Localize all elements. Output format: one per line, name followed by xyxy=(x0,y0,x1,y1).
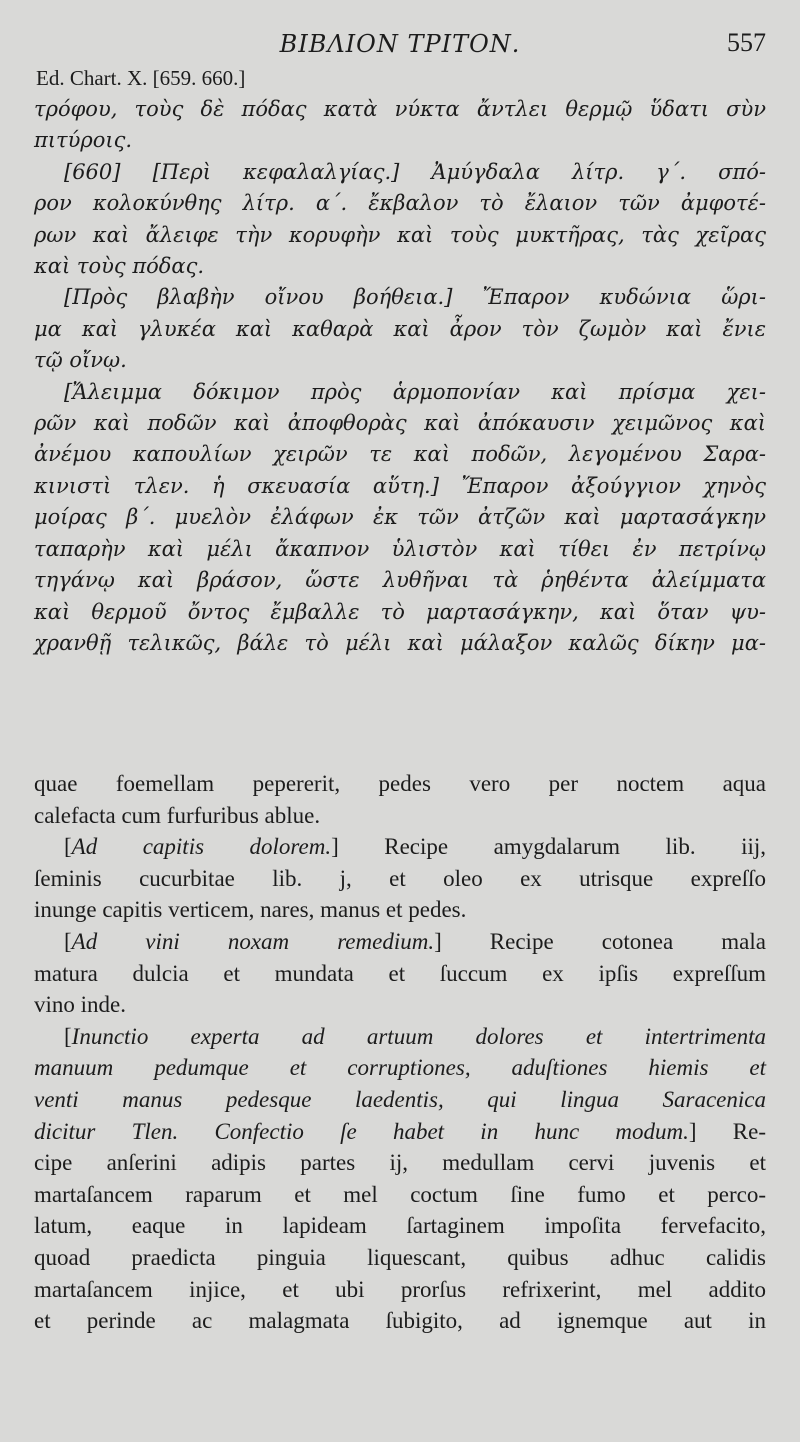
latin-line: matura dulcia et mundata et ſuccum ex ipſis expreſſum xyxy=(34,960,766,986)
latin-line: calefacta cum furfuribus ablue. xyxy=(34,802,321,828)
latin-text-run: Recipe amygdalarum lib. iij, xyxy=(384,834,766,860)
greek-line: ἀνέμου καπουλίων χειρῶν τε καὶ ποδῶν, λεγομένου Σαρα- xyxy=(34,442,766,467)
page-number: 557 xyxy=(727,28,766,57)
latin-italic-run: dicitur Tlen. Confectio ſe habet in hunc modum. xyxy=(34,1118,689,1144)
greek-line: καὶ τοὺς πόδας. xyxy=(34,254,205,279)
greek-line: πιτύροις. xyxy=(34,128,133,153)
latin-line: inunge capitis verticem, nares, manus et pedes. xyxy=(34,897,467,923)
latin-line: latum, eaque in lapideam ſartaginem impoſita fervefacito, xyxy=(34,1213,766,1239)
page-header xyxy=(0,28,800,68)
latin-line: et perinde ac malagmata ſubigito, ad ignemque aut in xyxy=(34,1308,766,1334)
greek-line: τρόφου, τοὺς δὲ πόδας κατὰ νύκτα ἄντλει θερμῷ ὕδατι σὺν xyxy=(34,97,766,121)
running-title: ΒΙΒΛΙΟΝ ΤΡΙΤΟΝ. xyxy=(279,30,521,58)
greek-line: ρων καὶ ἄλειφε τὴν κορυφὴν καὶ τοὺς μυκτῆρας, τὰς χεῖρας xyxy=(34,222,766,247)
greek-line: τῷ οἴνῳ. xyxy=(34,348,127,373)
greek-line: μοίρας β΄. μυελὸν ἐλάφων ἐκ τῶν ἀτζῶν καὶ μαρτασάγκην xyxy=(34,505,766,530)
latin-line: manuum pedumque et corruptiones, aduſtiones hiemis et xyxy=(34,1055,766,1081)
greek-line: ταπαρὴν καὶ μέλι ἄκαπνον ὑλιστὸν καὶ τίθει ἐν πετρίνῳ xyxy=(34,536,766,561)
section-heading-capitis: Ad capitis dolorem. xyxy=(71,834,332,860)
section-heading-inunctio: Inunctio experta ad artuum dolores et intertrimenta xyxy=(71,1023,766,1049)
latin-text-run: Recipe cotonea mala xyxy=(489,928,766,954)
latin-line: quoad praedicta pinguia liquescant, quibus adhuc calidis xyxy=(34,1244,766,1270)
greek-line: [Πρὸς βλαβὴν οἴνου βοήθεια.] Ἔπαρον κυδώνια ὥρι- xyxy=(64,285,766,310)
greek-line: [660] [Περὶ κεφαλαλγίας.] Ἀμύγδαλα λίτρ. γ΄. σπό- xyxy=(64,159,766,184)
latin-line: martaſancem raparum et mel coctum ſine fumo et perco- xyxy=(34,1181,766,1207)
greek-line: καὶ θερμοῦ ὄντος ἔμβαλλε τὸ μαρτασάγκην, καὶ ὅταν ψυ- xyxy=(34,599,766,624)
latin-line: [Ad vini noxam remedium.] Recipe cotonea mala xyxy=(64,928,766,954)
greek-line: τηγάνῳ καὶ βράσον, ὥστε λυθῆναι τὰ ῥηθέντα ἀλείμματα xyxy=(34,568,766,593)
latin-line: cipe anſerini adipis partes ij, medullam cervi juvenis et xyxy=(34,1150,766,1176)
greek-line: μα καὶ γλυκέα καὶ καθαρὰ καὶ ἆρον τὸν ζωμὸν καὶ ἔνιε xyxy=(34,316,766,341)
latin-line: quae foemellam pepererit, pedes vero per noctem aqua xyxy=(34,771,766,796)
latin-line: martaſancem injice, et ubi prorſus refrixerint, mel addito xyxy=(34,1276,766,1302)
greek-line: [Ἄλειμμα δόκιμον πρὸς ἁρμοπονίαν καὶ πρίσμα χει- xyxy=(64,379,766,404)
greek-line: ρῶν καὶ ποδῶν καὶ ἀποφθορὰς καὶ ἀπόκαυσιν χειμῶνος καὶ xyxy=(34,411,766,436)
section-heading-vini: Ad vini noxam remedium. xyxy=(71,928,435,954)
greek-line: χρανθῇ τελικῶς, βάλε τὸ μέλι καὶ μάλαξον καλῶς δίκην μα- xyxy=(34,630,766,655)
latin-line: ſeminis cucurbitae lib. j, et oleo ex utrisque expreſſo xyxy=(34,865,766,891)
latin-line: [Ad capitis dolorem.] Recipe amygdalarum lib. iij, xyxy=(64,834,766,860)
latin-text-run: Re- xyxy=(732,1118,766,1144)
greek-line: ρον κολοκύνθης λίτρ. α΄. ἔκβαλον τὸ ἔλαιον τῶν ἀμφοτέ- xyxy=(34,191,766,216)
latin-line: dicitur Tlen. Confectio ſe habet in hunc modum.] Re- xyxy=(34,1118,766,1144)
latin-line: vino inde. xyxy=(34,992,126,1018)
edition-reference: Ed. Chart. X. [659. 660.] xyxy=(36,66,246,90)
latin-line: [Inunctio experta ad artuum dolores et intertrimenta xyxy=(64,1023,766,1049)
latin-line: venti manus pedesque laedentis, qui lingua Saracenica xyxy=(34,1086,766,1112)
greek-line: κινιστὶ τλεν. ἡ σκευασία αὕτη.] Ἔπαρον ἀξούγγιον χηνὸς xyxy=(34,473,766,498)
greek-text-block xyxy=(34,94,766,659)
latin-text-block xyxy=(34,768,766,1337)
